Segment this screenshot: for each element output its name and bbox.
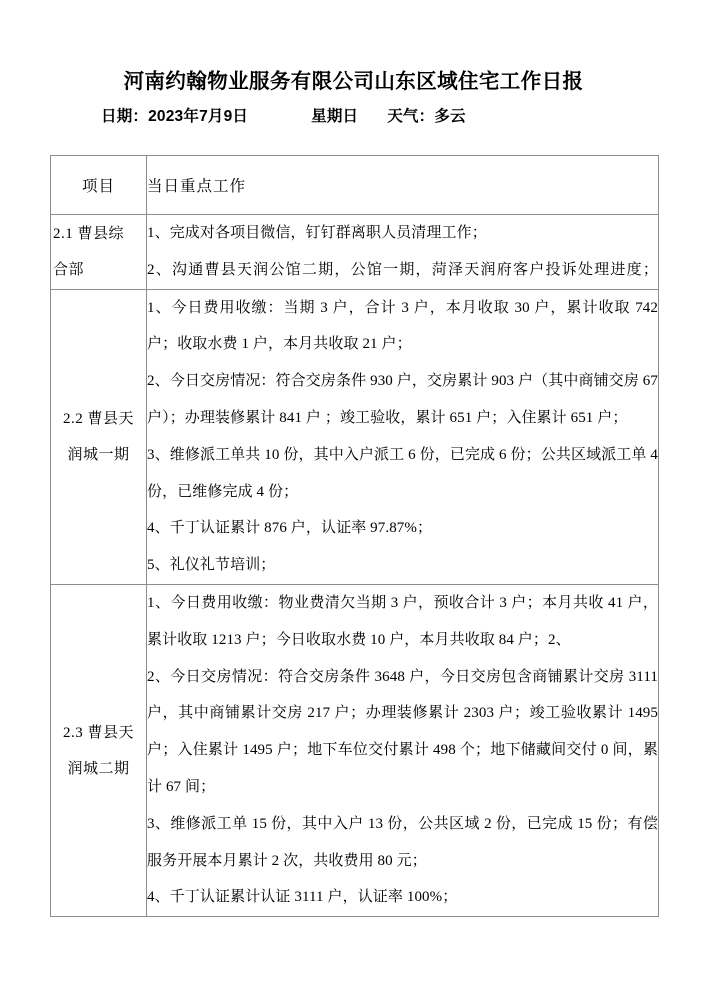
work-item: 1、完成对各项目微信，钉钉群离职人员清理工作；	[147, 225, 487, 241]
work-item: 3、维修派工单共 10 份，其中入户派工 6 份，已完成 6 份；公共区域派工单 4 份，已维修完成 4 份；	[147, 446, 658, 500]
row-item-line: 2.3 曹县天	[62, 724, 134, 741]
row-work-content	[147, 289, 659, 584]
document-meta-line	[0, 95, 707, 127]
column-header-work: 当日重点工作	[147, 156, 659, 215]
table-row	[51, 584, 659, 916]
table-header-row	[51, 156, 659, 215]
row-work-content	[147, 584, 659, 916]
row-work-content	[147, 215, 659, 290]
column-header-item: 项目	[51, 156, 147, 215]
row-item-label	[51, 215, 147, 290]
row-item-line: 2.2 曹县天	[62, 410, 134, 427]
daily-report-table	[50, 155, 659, 917]
row-item-line: 合部	[53, 261, 85, 278]
page-title: 河南约翰物业服务有限公司山东区域住宅工作日报	[123, 70, 584, 93]
table-row	[51, 289, 659, 584]
work-item: 4、千丁认证累计认证 3111 户，认证率 100%；	[147, 889, 458, 906]
report-weekday: 星期日	[311, 107, 359, 125]
work-item: 5、礼仪礼节培训；	[147, 557, 276, 574]
work-item: 2、今日交房情况：符合交房条件 3648 户，今日交房包含商铺累计交房 3111 户，其中商铺累计交房 217 户；办理装修累计 2303 户；竣工验收累计 1495 户；入住累计 1495 户；地下车位交付累计 498 个；地下储藏间交付 0 间，累计 67 间；	[147, 668, 658, 795]
report-weather: 天气：多云	[387, 107, 466, 125]
row-item-line: 2.1 曹县综	[53, 225, 125, 242]
row-item-label	[51, 289, 147, 584]
work-item: 2、今日交房情况：符合交房条件 930 户，交房累计 903 户（其中商铺交房 67 户）；办理装修累计 841 户 ；竣工验收，累计 651 户；入住累计 651 户；	[147, 373, 658, 426]
report-date: 日期：2023年7月9日	[101, 107, 249, 125]
row-item-line: 润城一期	[67, 446, 130, 463]
work-item: 1、今日费用收缴：当期 3 户，合计 3 户，本月收取 30 户，累计收取 742 户；收取水费 1 户，本月共收取 21 户；	[147, 299, 658, 353]
work-item: 2、沟通曹县天润公馆二期，公馆一期，菏泽天润府客户投诉处理进度；	[147, 261, 658, 278]
row-item-line: 润城二期	[67, 760, 130, 777]
table-row	[51, 215, 659, 290]
work-item: 1、今日费用收缴：物业费清欠当期 3 户，预收合计 3 户；本月共收 41 户， 累计收取 1213 户；今日收取水费 10 户，本月共收取 84 户；2、	[147, 594, 658, 648]
row-item-label	[51, 584, 147, 916]
work-item: 3、维修派工单 15 份，其中入户 13 份，公共区域 2 份，已完成 15 份；有偿服务开展本月累计 2 次，共收费用 80 元；	[147, 815, 658, 869]
work-item: 4、千丁认证累计 876 户，认证率 97.87%；	[147, 520, 433, 537]
